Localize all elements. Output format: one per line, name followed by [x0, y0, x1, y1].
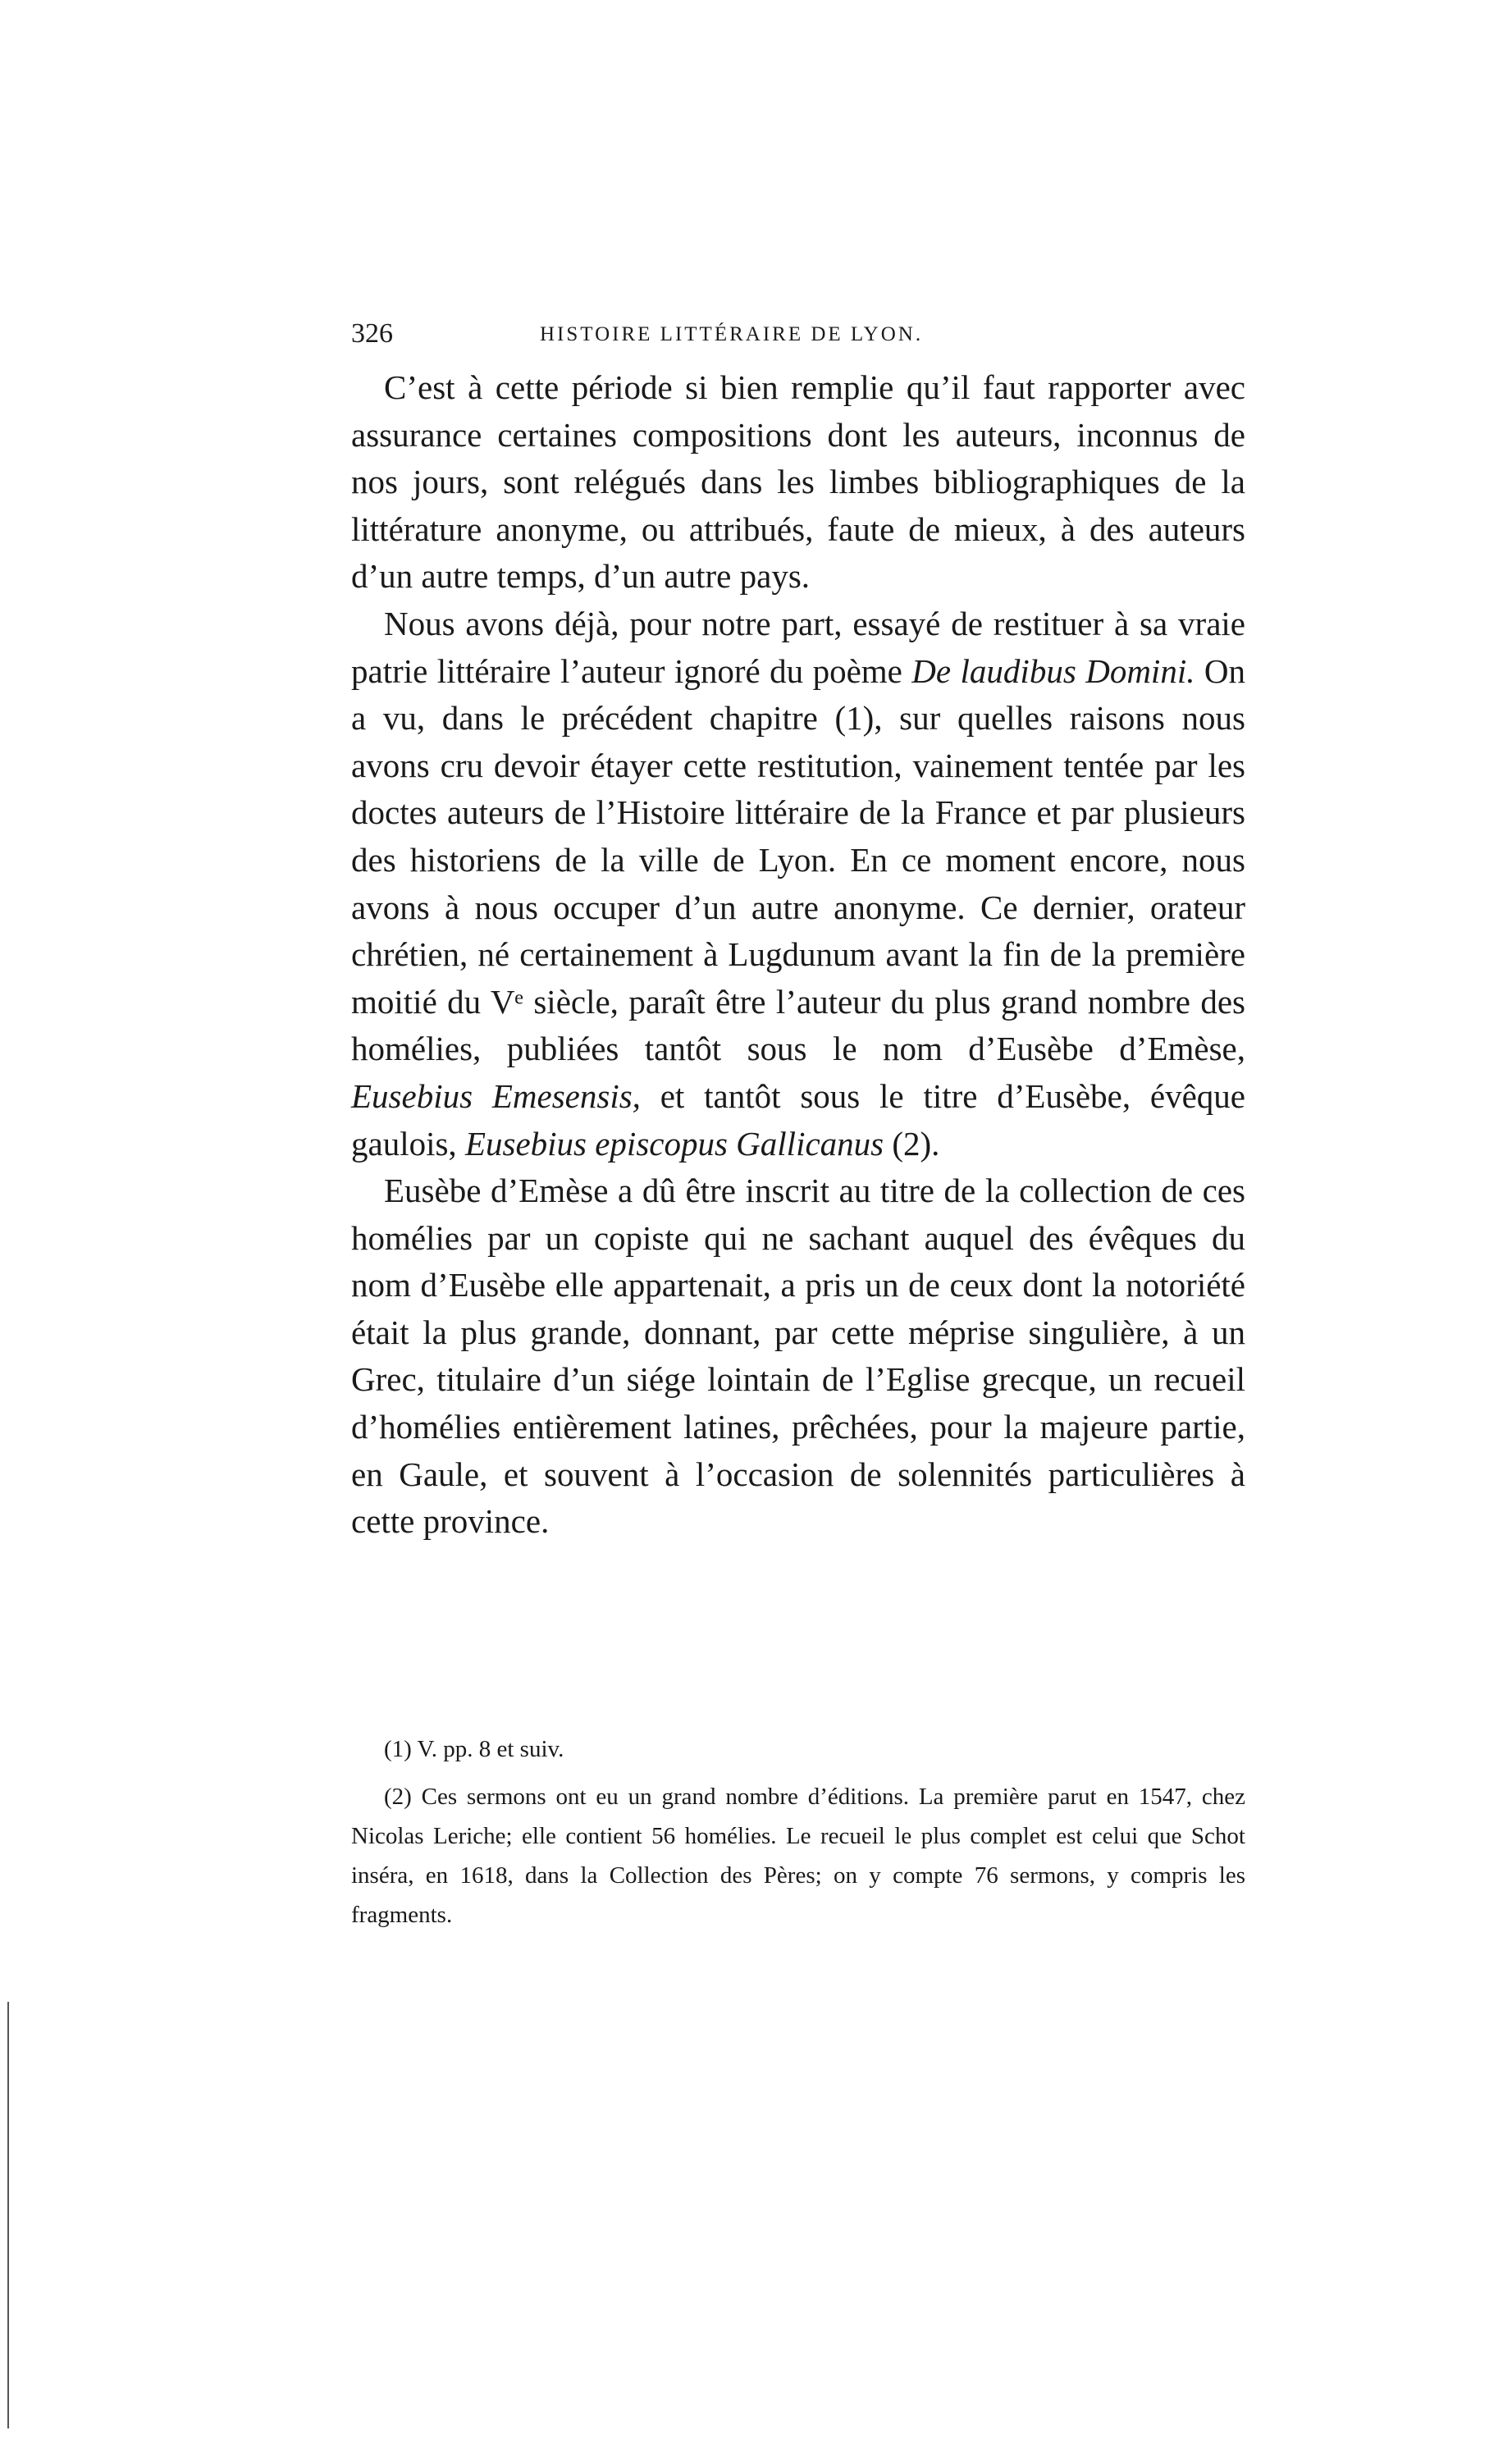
scan-edge-line: [7, 2002, 9, 2428]
footnote-1: (1) V. pp. 8 et suiv.: [384, 1736, 564, 1762]
body-text: [351, 364, 1245, 1546]
paragraph-1-text: C’est à cette période si bien remplie qu’il faut rapporter avec assurance certaines compositions dont les auteurs, inconnus de nos jours, sont relégués dans les limbes bibliographiques de la littérature anonyme, ou attribués, faute de mieux, à des auteurs d’un autre temps, d’un autre pays.: [351, 368, 1245, 596]
running-header: [351, 318, 1245, 351]
paragraph-2: [351, 601, 1245, 1167]
work-title-de-laudibus-domini: De laudibus Domini.: [911, 651, 1195, 690]
paragraph-2-text: On a vu, dans le précédent chapitre (1), sur quelles raisons nous avons cru devoir étayer cette restitution, vainement tentée par les doctes auteurs de l’Histoire littéraire de la France et par plusieurs des historiens de la ville de Lyon. En ce moment encore, nous avons à nous occuper d’un autre anonyme. Ce dernier, orateur chrétien, né certainement à Lugdunum avant la fin de la première moitié du Vᵉ siècle, paraît être l’auteur du plus grand nombre des homélies, publiées tantôt sous le nom d’Eusèbe d’Emèse,: [351, 651, 1246, 1068]
paragraph-2-text: (2).: [884, 1124, 940, 1163]
running-title: HISTOIRE LITTÉRAIRE DE LYON.: [540, 323, 924, 345]
footnotes: [351, 1729, 1245, 1943]
page-number: 326: [351, 318, 393, 349]
paragraph-1: [351, 364, 1245, 601]
paragraph-3: [351, 1167, 1245, 1546]
paragraph-2-text: et tantôt sous le titre d’Eusèbe, évêque gaulois,: [351, 1076, 1245, 1163]
paragraph-2-text: Nous avons déjà, pour notre part, essayé de restituer à sa vraie patrie littéraire l’auteur ignoré du poème: [351, 604, 1245, 690]
paragraph-3-text: Eusèbe d’Emèse a dû être inscrit au titre de la collection de ces homélies par un copiste qui ne sachant auquel des évêques du nom d’Eusèbe elle appartenait, a pris un de ceux dont la notoriété était la plus grande, donnant, par cette méprise singulière, à un Grec, titulaire d’un siége lointain de l’Eglise grecque, un recueil d’homélies entièrement latines, prêchées, pour la majeure partie, en Gaule, et souvent à l’occasion de solennités particulières à cette province.: [351, 1172, 1245, 1541]
latin-name-eusebius-emesensis: Eusebius Emesensis,: [351, 1076, 641, 1115]
latin-name-eusebius-gallicanus: Eusebius episcopus Gallicanus: [464, 1124, 884, 1163]
footnote-2: (2) Ces sermons ont eu un grand nombre d’éditions. La première parut en 1547, chez Nicolas Leriche; elle contient 56 homélies. Le recueil le plus complet est celui que Schot inséra, en 1618, dans la Collection des Pères; on y compte 76 sermons, y compris les fragments.: [351, 1784, 1245, 1928]
